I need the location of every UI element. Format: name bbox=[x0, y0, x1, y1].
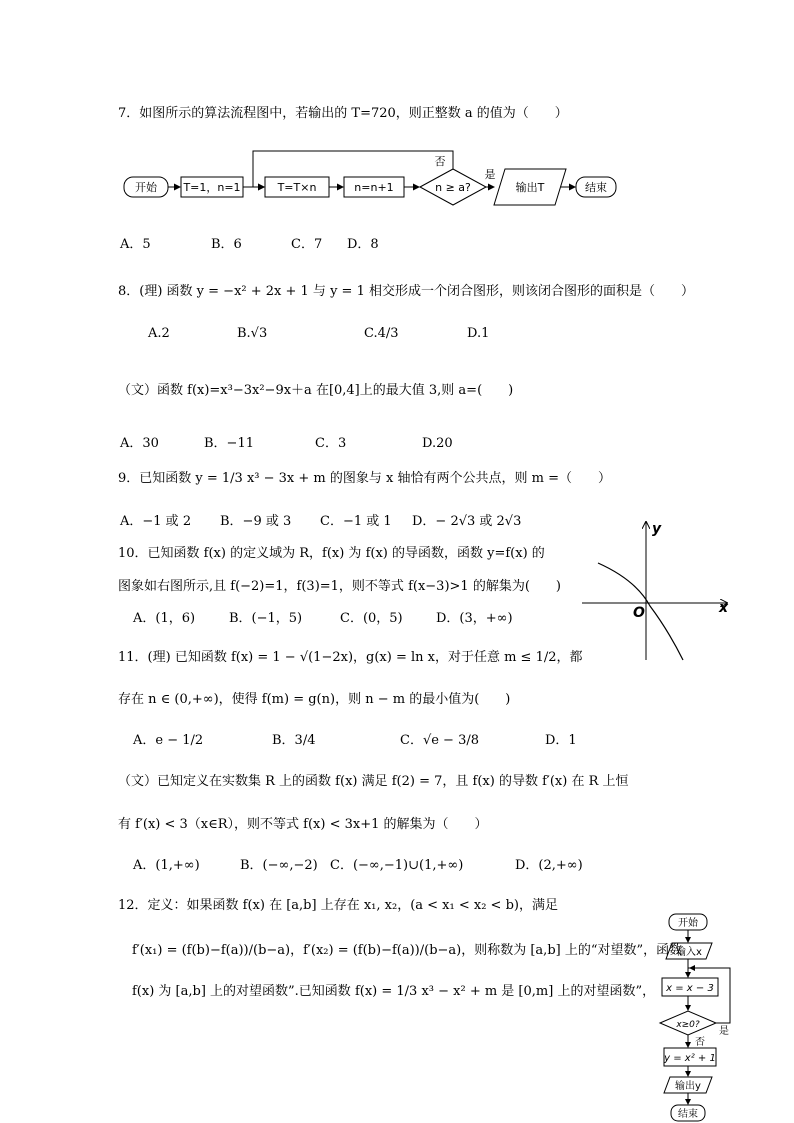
q8-option-d[interactable]: D.1 bbox=[467, 326, 490, 341]
q10-option-c[interactable]: C．(0，5) bbox=[340, 611, 403, 626]
q8-option-b[interactable]: B.√3 bbox=[237, 326, 268, 341]
q10-option-b[interactable]: B．(−1，5) bbox=[229, 611, 303, 626]
q12-output-label: 输出y bbox=[675, 1081, 701, 1092]
q11-wen-option-b[interactable]: B．(−∞,−2) bbox=[240, 858, 318, 873]
q8-wen-option-a[interactable]: A．30 bbox=[120, 436, 159, 451]
q12-start-label: 开始 bbox=[678, 918, 698, 929]
q9-option-c[interactable]: C．−1 或 1 bbox=[320, 514, 392, 529]
q8-option-c[interactable]: C.4/3 bbox=[364, 326, 399, 341]
q10-stem-line2: 图象如右图所示,且 f(−2)=1，f(3)=1，则不等式 f(x−3)>1 的解集为( ) bbox=[118, 579, 561, 594]
q7-yes-label: 是 bbox=[484, 168, 496, 181]
q7-stem: 7．如图所示的算法流程图中，若输出的 T=720，则正整数 a 的值为（ ） bbox=[118, 106, 568, 121]
q7-option-b[interactable]: B．6 bbox=[211, 237, 242, 252]
q7-init-label: T=1，n=1 bbox=[183, 181, 241, 194]
q12-stem-line2: f′(x₁) = (f(b)−f(a))/(b−a)，f′(x₂) = (f(b)−f(a))/(b−a)，则称数为 [a,b] 上的“对望数”，函数 bbox=[132, 943, 683, 958]
q10-y-label: y bbox=[652, 521, 662, 537]
q11-option-d[interactable]: D．1 bbox=[545, 733, 577, 748]
q10-option-a[interactable]: A．(1，6) bbox=[133, 611, 196, 626]
q10-stem-line1: 10．已知函数 f(x) 的定义域为 R，f(x) 为 f(x) 的导函数，函数 y=f(x) 的 bbox=[118, 546, 545, 561]
q11-option-a[interactable]: A．e − 1/2 bbox=[133, 733, 204, 748]
q11-wen-option-c[interactable]: C．(−∞,−1)∪(1,+∞) bbox=[330, 858, 464, 873]
q12-calc-label: y = x² + 1 bbox=[664, 1053, 716, 1064]
q7-output-label: 输出T bbox=[515, 181, 545, 194]
q8-wen-stem: （文）函数 f(x)=x³−3x²−9x＋a 在[0,4]上的最大值 3,则 a=( ) bbox=[118, 383, 514, 398]
q7-inc-label: n=n+1 bbox=[354, 181, 394, 194]
q10-origin-label: O bbox=[633, 605, 645, 621]
q7-end-label: 结束 bbox=[585, 181, 607, 194]
q10-option-d[interactable]: D．(3，+∞) bbox=[436, 611, 513, 626]
q9-option-a[interactable]: A．−1 或 2 bbox=[120, 514, 192, 529]
q12-input-label: 输入x bbox=[676, 947, 702, 958]
q8-option-a[interactable]: A.2 bbox=[148, 326, 170, 341]
q11-wen-option-a[interactable]: A．(1,+∞) bbox=[133, 858, 200, 873]
q11-stem-line2: 存在 n ∈ (0,+∞)，使得 f(m) = g(n)，则 n − m 的最小值为( ) bbox=[118, 692, 511, 707]
q7-cond-label: n ≥ a? bbox=[435, 181, 471, 194]
q7-no-label: 否 bbox=[434, 155, 446, 168]
q12-yes-label: 是 bbox=[719, 1026, 729, 1037]
q10-x-label: x bbox=[719, 600, 729, 616]
q9-option-d[interactable]: D．− 2√3 或 2√3 bbox=[412, 514, 522, 529]
q9-option-b[interactable]: B．−9 或 3 bbox=[220, 514, 292, 529]
q7-option-a[interactable]: A．5 bbox=[120, 237, 151, 252]
q11-wen-line2: 有 f′(x) < 3（x∈R），则不等式 f(x) < 3x+1 的解集为（ ） bbox=[118, 817, 488, 832]
q8-wen-option-b[interactable]: B．−11 bbox=[204, 436, 254, 451]
q12-cond-label: x≥0? bbox=[676, 1020, 700, 1030]
q9-stem: 9．已知函数 y = 1/3 x³ − 3x + m 的图象与 x 轴恰有两个公共点，则 m =（ ） bbox=[118, 471, 611, 486]
q8-stem: 8．(理) 函数 y = −x² + 2x + 1 与 y = 1 相交形成一个闭合图形，则该闭合图形的面积是（ ） bbox=[118, 284, 694, 299]
q12-end-label: 结束 bbox=[678, 1109, 698, 1120]
q11-wen-option-d[interactable]: D．(2,+∞) bbox=[515, 858, 583, 873]
q7-mult-label: T=T×n bbox=[277, 181, 317, 194]
q12-no-label: 否 bbox=[695, 1037, 705, 1048]
q7-option-d[interactable]: D．8 bbox=[347, 237, 379, 252]
q11-option-c[interactable]: C．√e − 3/8 bbox=[400, 733, 480, 748]
q7-start-label: 开始 bbox=[135, 181, 157, 194]
q7-option-c[interactable]: C．7 bbox=[291, 237, 323, 252]
q11-stem-line1: 11．(理) 已知函数 f(x) = 1 − √(1−2x)，g(x) = ln x，对于任意 m ≤ 1/2，都 bbox=[118, 650, 583, 665]
q12-assign-label: x = x − 3 bbox=[666, 983, 714, 994]
q11-option-b[interactable]: B．3/4 bbox=[272, 733, 316, 748]
q11-wen-line1: （文）已知定义在实数集 R 上的函数 f(x) 满足 f(2) = 7，且 f(x) 的导数 f′(x) 在 R 上恒 bbox=[118, 774, 629, 789]
q12-stem-line1: 12．定义：如果函数 f(x) 在 [a,b] 上存在 x₁, x₂，(a < x₁ < x₂ < b)，满足 bbox=[118, 898, 558, 913]
q12-stem-line3: f(x) 为 [a,b] 上的对望函数”.已知函数 f(x) = 1/3 x³ − x² + m 是 [0,m] 上的对望函数”， bbox=[132, 984, 656, 999]
q8-wen-option-d[interactable]: D.20 bbox=[422, 436, 453, 451]
q8-wen-option-c[interactable]: C．3 bbox=[315, 436, 347, 451]
